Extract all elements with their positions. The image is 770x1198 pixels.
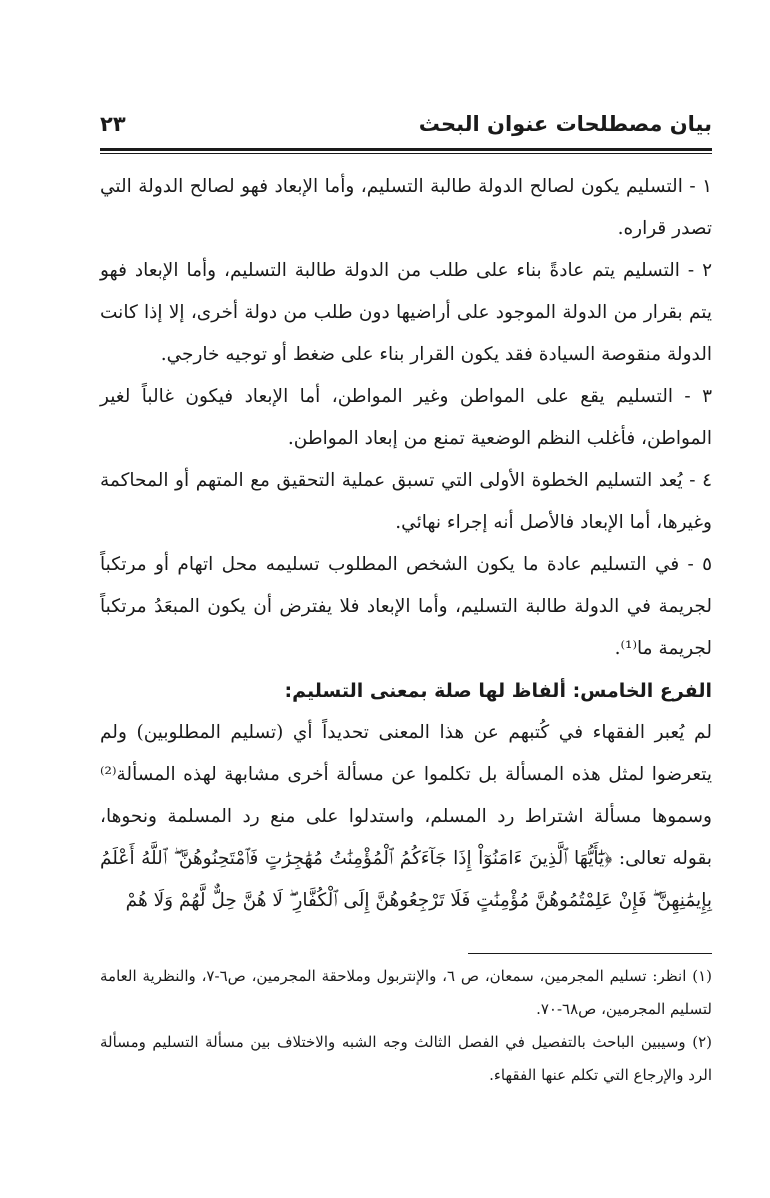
page-header bbox=[100, 112, 712, 146]
footnote-2: (٢) وسيبين الباحث بالتفصيل في الفصل الثالث وجه الشبه والاختلاف بين مسألة التسليم ومسألة الرد والإرجاع التي تكلم عنها الفقهاء. bbox=[100, 1033, 712, 1084]
page-number: ٢٣ bbox=[100, 112, 126, 136]
body-text bbox=[100, 166, 712, 922]
footnote-separator bbox=[468, 953, 712, 954]
running-title: بيان مصطلحات عنوان البحث bbox=[418, 112, 712, 136]
section-paragraph: لم يُعبر الفقهاء في كُتبهم عن هذا المعنى تحديداً أي (تسليم المطلوبين) ولم يتعرضوا لمثل هذه المسألة بل تكلموا عن مسألة أخرى مشابهة لهذه المسألة⁽²⁾ وسموها مسألة اشتراط رد المسلم، واستدلوا على منع رد المسلمة ونحوها، بقوله تعالى: ﴿يَٰٓأَيُّهَا ٱلَّذِينَ ءَامَنُوٓاْ إِذَا جَآءَكُمُ ٱلْمُؤْمِنَٰتُ مُهَٰجِرَٰتٍ فَٱمْتَحِنُوهُنَّ ۖ ٱللَّهُ أَعْلَمُ بِإِيمَٰنِهِنَّ ۖ فَإِنْ عَلِمْتُمُوهُنَّ مُؤْمِنَٰتٍ فَلَا تَرْجِعُوهُنَّ إِلَى ٱلْكُفَّارِ ۖ لَا هُنَّ حِلٌّ لَّهُمْ وَلَا هُمْ bbox=[100, 722, 712, 911]
section-heading: الفرع الخامس: ألفاظ لها صلة بمعنى التسليم: bbox=[284, 680, 712, 702]
header-rule-thin bbox=[100, 153, 712, 154]
paragraph-point-3: ٣ - التسليم يقع على المواطن وغير المواطن، أما الإبعاد فيكون غالباً لغير المواطن، فأغلب النظم الوضعية تمنع من إبعاد المواطن. bbox=[100, 386, 712, 449]
header-rule-thick bbox=[100, 148, 712, 151]
paragraph-point-5: ٥ - في التسليم عادة ما يكون الشخص المطلوب تسليمه محل اتهام أو مرتكباً لجريمة في الدولة طالبة التسليم، وأما الإبعاد فلا يفترض أن يكون المبعَدُ مرتكباً لجريمة ما⁽¹⁾. bbox=[100, 554, 712, 659]
paragraph-point-4: ٤ - يُعد التسليم الخطوة الأولى التي تسبق عملية التحقيق مع المتهم أو المحاكمة وغيرها، أما الإبعاد فالأصل أنه إجراء نهائي. bbox=[100, 470, 712, 533]
footnote-1: (١) انظر: تسليم المجرمين، سمعان، ص ٦، والإنتربول وملاحقة المجرمين، ص٦-٧، والنظرية العامة لتسليم المجرمين، ص٦٨-٧٠. bbox=[100, 967, 712, 1018]
footnotes bbox=[100, 960, 712, 1092]
paragraph-point-2: ٢ - التسليم يتم عادةً بناء على طلب من الدولة طالبة التسليم، وأما الإبعاد فهو يتم بقرار من الدولة الموجود على أراضيها دون طلب من دولة أخرى، إلا إذا كانت الدولة منقوصة السيادة فقد يكون القرار بناء على ضغط أو توجيه خارجي. bbox=[100, 260, 712, 365]
paragraph-point-1: ١ - التسليم يكون لصالح الدولة طالبة التسليم، وأما الإبعاد فهو لصالح الدولة التي تصدر قراره. bbox=[100, 176, 712, 239]
